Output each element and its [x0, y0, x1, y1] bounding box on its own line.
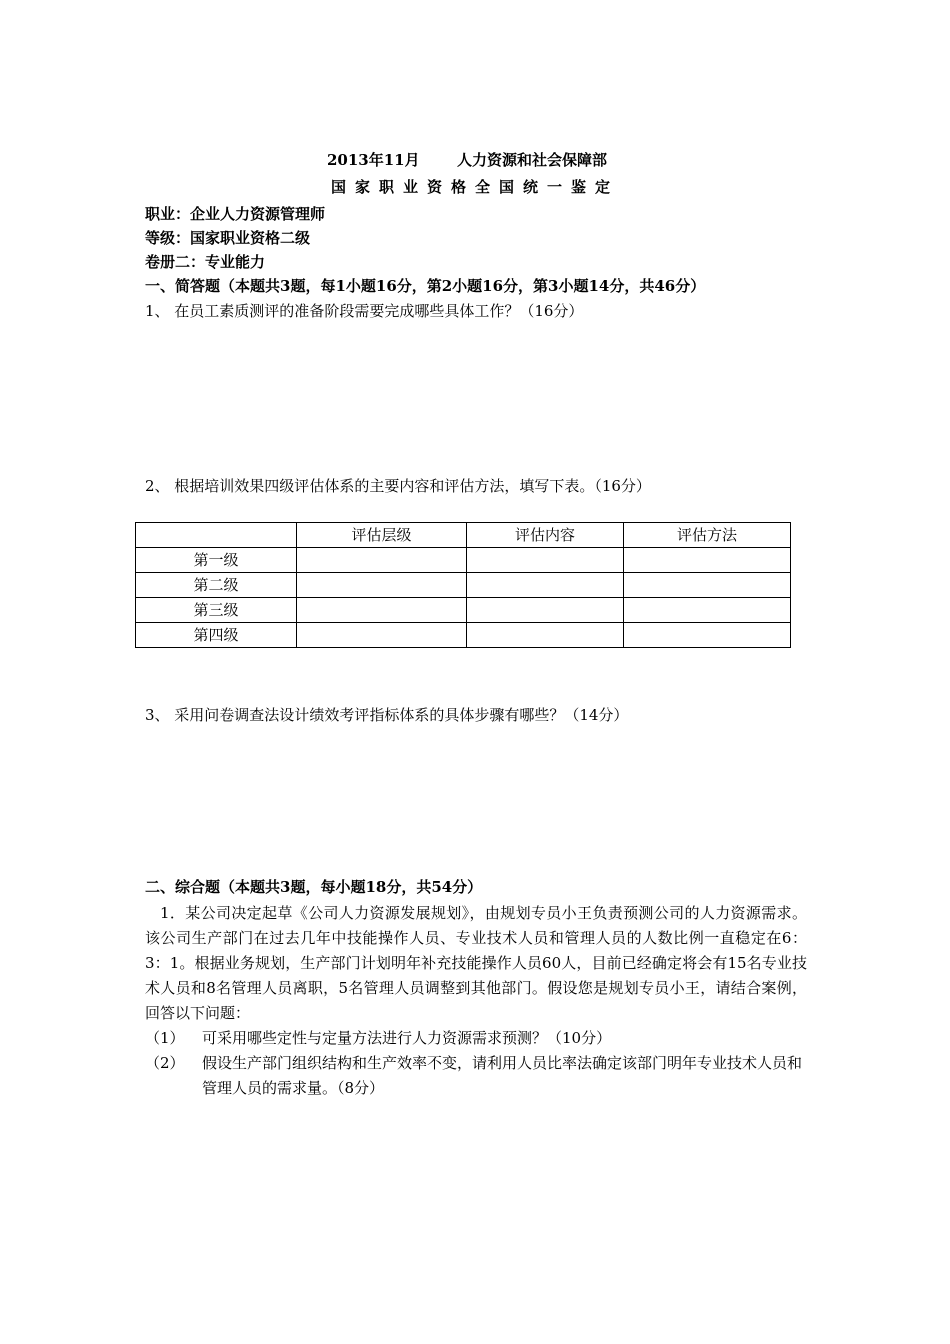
table-row [136, 598, 791, 623]
sub-question-text: 可采用哪些定性与定量方法进行人力资源需求预测？（10分） [202, 1029, 612, 1047]
occupation: 职业：企业人力资源管理师 [145, 205, 326, 223]
table-header-cell: 评估方法 [624, 523, 791, 548]
table-cell [297, 548, 467, 573]
sub-question-number: （2） [145, 1054, 185, 1072]
table-cell [297, 573, 467, 598]
question-2: 2、 根据培训效果四级评估体系的主要内容和评估方法，填写下表。（16分） [145, 477, 651, 495]
table-cell [624, 548, 791, 573]
table-header-cell: 评估层级 [297, 523, 467, 548]
table-row-label: 第三级 [136, 598, 297, 623]
question-3: 3、 采用问卷调查法设计绩效考评指标体系的具体步骤有哪些？（14分） [145, 706, 629, 724]
table-header-cell [136, 523, 297, 548]
section2-title: 二、综合题（本题共3题，每小题18分，共54分） [145, 878, 483, 896]
table-cell [467, 548, 624, 573]
table-cell [624, 598, 791, 623]
question-1: 1、 在员工素质测评的准备阶段需要完成哪些具体工作？（16分） [145, 302, 584, 320]
table-cell [624, 573, 791, 598]
table-cell [467, 573, 624, 598]
table-cell [467, 623, 624, 648]
table-header-row [136, 523, 791, 548]
sub-question-text: 假设生产部门组织结构和生产效率不变，请利用人员比率法确定该部门明年专业技术人员和管理人员的需求量。（8分） [202, 1054, 803, 1097]
case-1-text: 1．某公司决定起草《公司人力资源发展规划》，由规划专员小王负责预测公司的人力资源需求。该公司生产部门在过去几年中技能操作人员、专业技术人员和管理人员的人数比例一直稳定在6：3：1。根据业务规划，生产部门计划明年补充技能操作人员60人，目前已经确定将会有15名专业技术人员和8名管理人员离职，5名管理人员调整到其他部门。假设您是规划专员小王，请结合案例，回答以下问题： [145, 904, 807, 1022]
evaluation-table [135, 522, 791, 648]
table-row-label: 第二级 [136, 573, 297, 598]
header-date: 2013年11月 [327, 151, 420, 169]
table-row [136, 573, 791, 598]
volume: 卷册二：专业能力 [145, 253, 266, 271]
table-header-cell: 评估内容 [467, 523, 624, 548]
table-row [136, 623, 791, 648]
section1-title: 一、简答题（本题共3题，每1小题16分，第2小题16分，第3小题14分，共46分） [145, 277, 706, 295]
table-row-label: 第一级 [136, 548, 297, 573]
table-cell [624, 623, 791, 648]
sub-question-number: （1） [145, 1029, 185, 1047]
table-cell [467, 598, 624, 623]
sub-question-2 [145, 1051, 807, 1101]
table-row-label: 第四级 [136, 623, 297, 648]
table-cell [297, 623, 467, 648]
sub-question-1 [145, 1026, 807, 1051]
table-row [136, 548, 791, 573]
header-org: 人力资源和社会保障部 [457, 151, 608, 169]
level: 等级：国家职业资格二级 [145, 229, 311, 247]
table-cell [297, 598, 467, 623]
header-title: 国家职业资格全国统一鉴定 [330, 178, 619, 196]
